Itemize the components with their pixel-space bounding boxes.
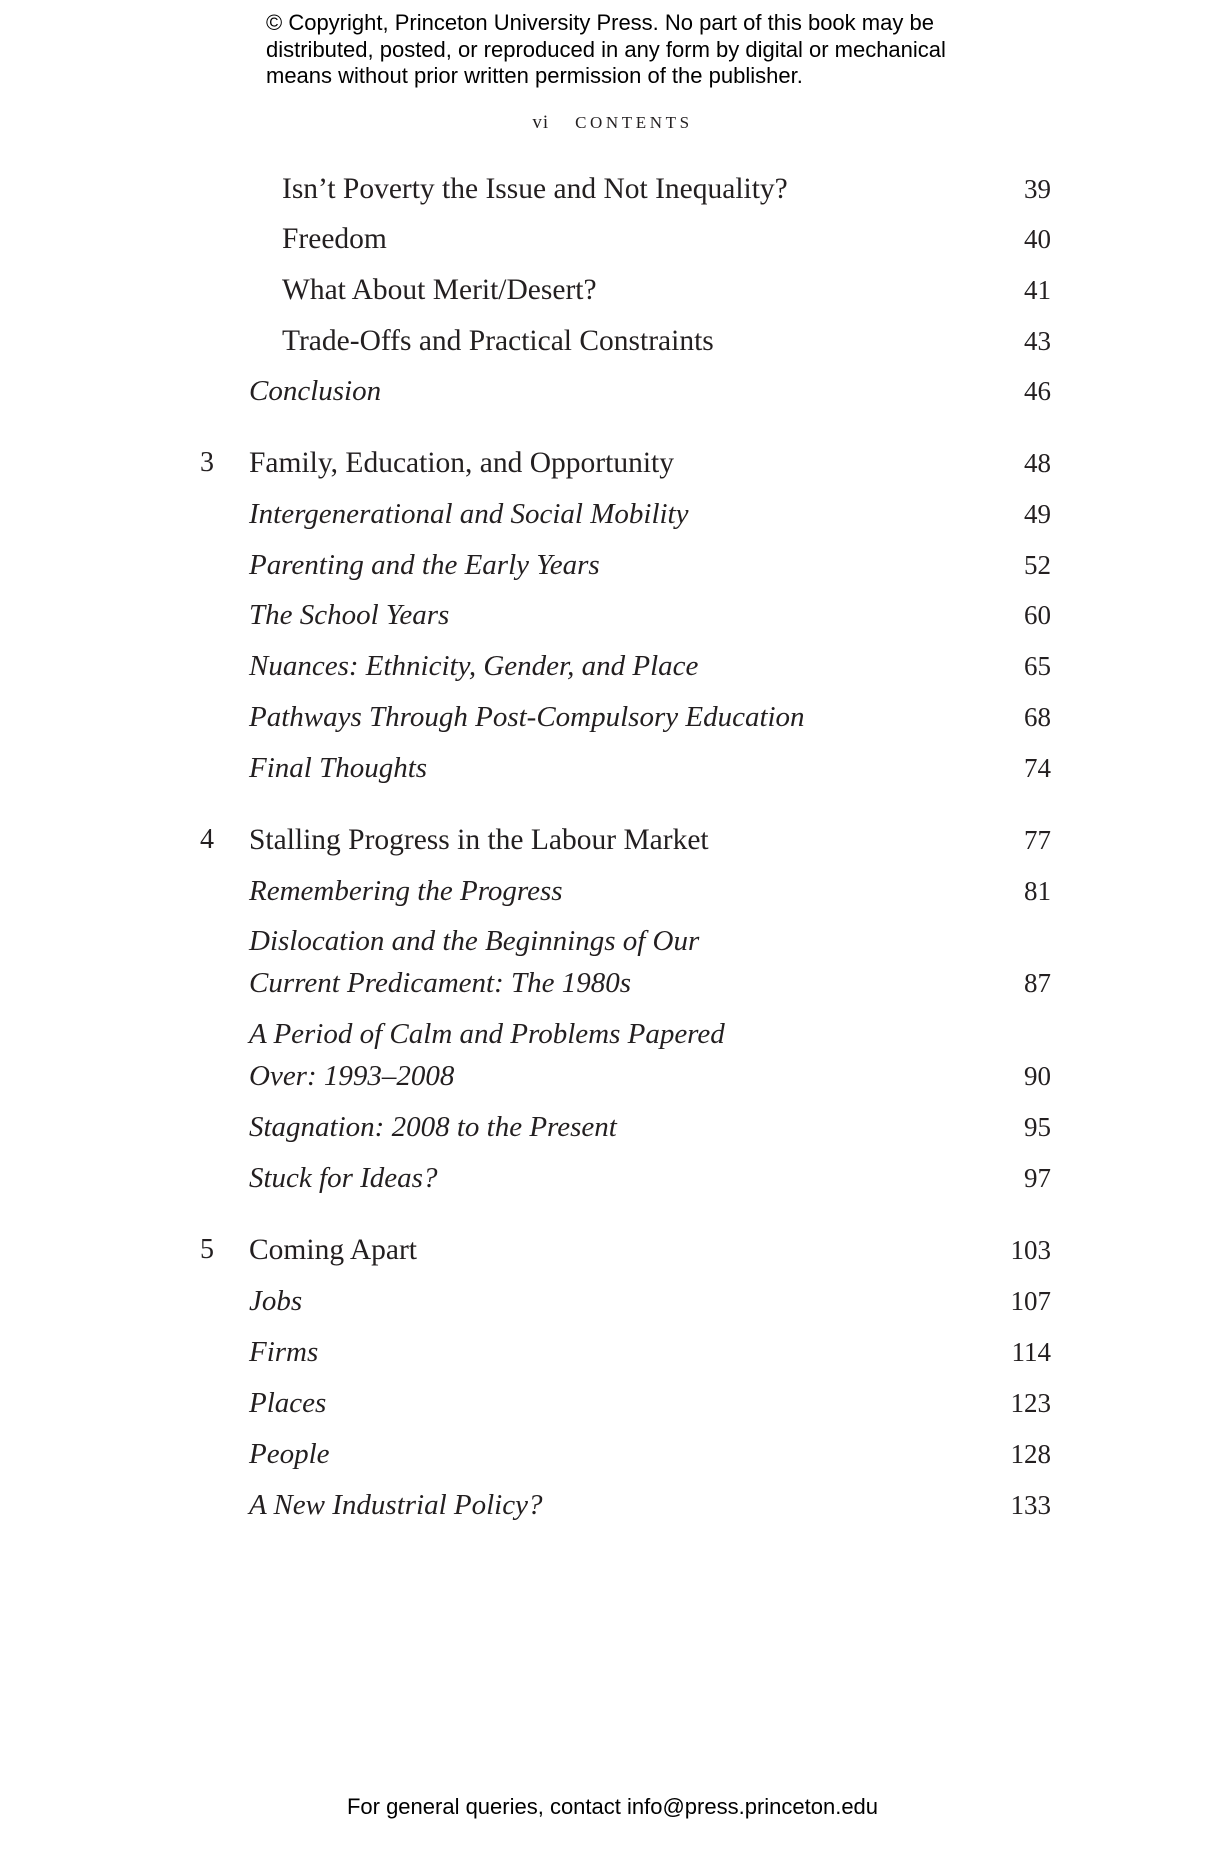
toc-entry-page: 77 — [1024, 825, 1051, 855]
toc-entry-page: 65 — [1024, 651, 1051, 681]
toc-entry-page: 60 — [1024, 600, 1051, 630]
toc-entry-title: Trade-Offs and Practical Constraints — [282, 325, 714, 357]
copyright-line: © Copyright, Princeton University Press. No part of this book may be — [266, 10, 934, 35]
footer-contact: For general queries, contact info@press.princeton.edu — [346, 1794, 879, 1819]
toc-entry-page: 133 — [1010, 1490, 1051, 1520]
toc-entry-title: Remembering the Progress — [249, 875, 563, 907]
toc-entry-title: Isn’t Poverty the Issue and Not Inequality? — [282, 173, 788, 205]
toc-entry-page: 48 — [1024, 448, 1051, 478]
toc-entry-page: 97 — [1024, 1163, 1051, 1193]
toc-entry-page: 41 — [1024, 275, 1051, 305]
toc-entry-title: The School Years — [249, 599, 450, 631]
chapter-title: Stalling Progress in the Labour Market — [249, 824, 709, 856]
toc-entry-page: 90 — [1024, 1061, 1051, 1091]
toc-entry-page: 103 — [1010, 1235, 1051, 1265]
toc-entry-title: Over: 1993–2008 — [249, 1060, 455, 1092]
toc-entry-title: Conclusion — [249, 375, 382, 407]
toc-entry-title: Places — [249, 1387, 327, 1419]
chapter-number: 3 — [200, 447, 214, 478]
toc-entry-title: A New Industrial Policy? — [249, 1489, 543, 1521]
toc-entry-page: 87 — [1024, 968, 1051, 998]
toc-entry-title: Firms — [249, 1336, 319, 1368]
toc-entry-title: Dislocation and the Beginnings of Our — [249, 925, 700, 957]
running-head-title: CONTENTS — [575, 113, 693, 132]
toc-entry-title: What About Merit/Desert? — [282, 274, 597, 306]
chapter-number: 4 — [200, 824, 214, 855]
toc-entry-page: 128 — [1010, 1439, 1051, 1469]
toc-entry-title: Current Predicament: The 1980s — [249, 967, 632, 999]
toc-entry-page: 52 — [1024, 550, 1051, 580]
toc-entry-title: A Period of Calm and Problems Papered — [249, 1018, 725, 1050]
toc-entry-title: Pathways Through Post-Compulsory Education — [249, 701, 805, 733]
chapter-title: Family, Education, and Opportunity — [249, 447, 674, 479]
toc-entry-title: Stagnation: 2008 to the Present — [249, 1111, 617, 1143]
toc-entry-page: 107 — [1010, 1286, 1051, 1316]
toc-entry-title: Jobs — [249, 1285, 303, 1317]
toc-entry-title: People — [249, 1438, 330, 1470]
chapter-title: Coming Apart — [249, 1234, 417, 1266]
toc-entry-title: Intergenerational and Social Mobility — [249, 498, 689, 530]
page-folio: vi — [532, 112, 550, 133]
copyright-line: means without prior written permission of the publisher. — [266, 63, 803, 88]
toc-entry-page: 43 — [1024, 326, 1051, 356]
toc-entry-page: 95 — [1024, 1112, 1051, 1142]
toc-entry-page: 49 — [1024, 499, 1051, 529]
toc-entry-title: Final Thoughts — [249, 752, 428, 784]
toc-entry-page: 39 — [1024, 174, 1051, 204]
toc-entry-title: Stuck for Ideas? — [249, 1162, 438, 1194]
toc-entry-page: 40 — [1024, 224, 1051, 254]
toc-entry-page: 46 — [1024, 376, 1051, 406]
toc-entry-page: 74 — [1024, 753, 1051, 783]
copyright-line: distributed, posted, or reproduced in any form by digital or mechanical — [266, 36, 946, 62]
toc-entry-title: Nuances: Ethnicity, Gender, and Place — [249, 650, 699, 682]
toc-entry-page: 68 — [1024, 702, 1051, 732]
toc-entry-page: 123 — [1010, 1388, 1051, 1418]
toc-entry-title: Freedom — [282, 223, 387, 255]
chapter-number: 5 — [200, 1234, 214, 1265]
toc-entry-page: 114 — [1011, 1337, 1051, 1367]
toc-entry-title: Parenting and the Early Years — [249, 549, 600, 581]
toc-entry-page: 81 — [1024, 876, 1051, 906]
